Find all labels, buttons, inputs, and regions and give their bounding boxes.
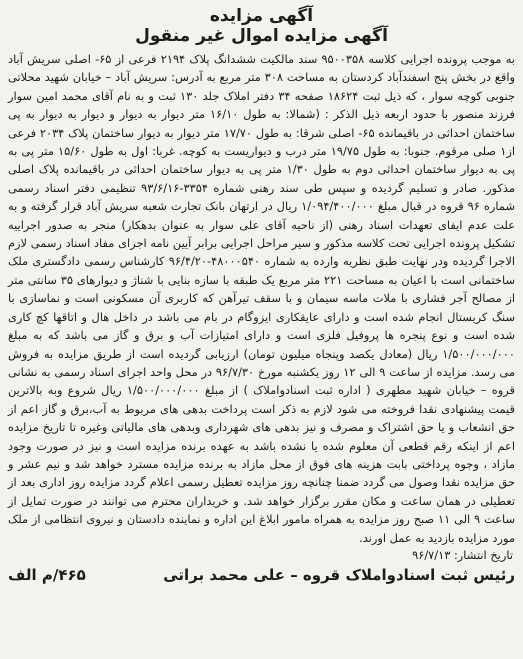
publication-date (8, 547, 515, 564)
signature: رئیس ثبت اسنادواملاک قروه – علی محمد براتی (163, 565, 515, 584)
notice-subtitle: آگهی مزایده اموال غیر منقول (135, 26, 388, 46)
publication-date-label: تاریخ انتشار: (453, 547, 513, 562)
reference-number: ۴۶۵/م الف (8, 565, 86, 584)
notice-footer (8, 564, 515, 586)
notice-body: به موجب پرونده اجرایی کلاسه ۹۵۰۰۳۵۸ سند مالکیت ششدانگ پلاک ۲۱۹۴ فرعی از ۶۵- اصلی سریش آباد واقع در بخش پنج اسفندآباد کردستان به مساحت ۳۰۸ متر مربع به آدرس: سریش آباد – خیابان شهید محلاتی جنوبی کوچه سوار ، که ذیل ثبت ۱۸۶۲۴ صفحه ۳۴ دفتر املاک جلد ۱۳۰ ثبت و به نام آقای محمد امین سوار فرزند منصور با حدود اربعه ذیل الذکر : (شمالا: به طول ۱۶/۱۰ متر دیوار به دیوار و دیوار به دیوار به پی ساختمان احداثی در باقیمانده ۶۵- اصلی شرقا: به طول ۱۷/۷۰ متر دیوار به دیوار ساختمان پلاک ۲۰۳۴ فرعی از۱ صلی مرقوم. جنوبا: به طول ۱۹/۷۵ متر درب و دیواریست به کوچه. غربا: اول به طول ۱۵/۶۰ متر پی به پی به دیوار ساختمان احداثی دوم به طول ۱/۳۰ متر پی به دیوار ساختمان احداثی در باقیمانده پلاک اصلی مذکور. صادر و تسلیم گردیده و سپس طی سند رهنی شماره ۳۳۵۴-۹۳/۶/۱۶ تنظیمی دفتر اسناد رسمی شماره ۹۶ قروه در قبال مبلغ ۱/۰۹۴/۴۰۰/۰۰۰ ریال در ارتهان بانک تجارت شعبه سریش آباد قرار گرفته و به علت عدم ایفای تعهدات اسناد رهنی (از ناحیه آقای علی سوار به عنوان بدهکار) منجر به صدور اجراییه تشکیل پرونده اجرایی تحت کلاسه مذکور و سیر مراحل اجرایی برابر آیین نامه اجرای مفاد اسناد رسمی لازم الاجرا گردیده ودر نهایت طبق نظریه وارده به شماره ۴۸۰۰۰۵۴۰-۹۶/۴/۲۰ کارشناس رسمی دادگستری ملک ساختمانی است با اعیان به مساحت ۲۲۱ متر مربع یک طبقه با سازه بنایی با شناژ و دیوارهای ۳۵ سانتی متر از مصالح آجر فشاری با ملات ماسه سیمان و با سقف تیرآهن که کاربری آن مسکونی است و نماسازی با سنگ کریستال انجام شده است و دارای عایقکاری ایزوگام در بام می باشد در داخل هال و اتاقها کچ کاری شده است و نوع پنجره ها پروفیل فلزی است و دارای امتیازات آب و برق و گاز می باشد که به مبلغ ۱/۵۰۰/۰۰۰/۰۰۰ ریال (معادل یکصد وپنجاه میلیون تومان) ارزیابی گردیده است از طریق مزایده به فروش می رسد. مزایده از ساعت ۹ الی ۱۲ روز یکشنبه مورخ ۹۶/۷/۳۰ در محل واحد اجرای اسناد رسمی به نشانی قروه – خیابان شهید مطهری ( اداره ثبت اسنادواملاک ) از مبلغ ۱/۵۰۰/۰۰۰/۰۰۰ ریال شروع وبه بالاترین قیمت پیشنهادی نقدا فروخته می شود لازم به ذکر است پرداخت بدهی های مربوط به آب،برق و گاز اعم از حق انشعاب و یا حق اشتراک و مصرف و نیز بدهی های شهرداری وبدهی های مالیاتی وغیره تا تاریخ مزایده اعم از اینکه رقم قطعی آن معلوم شده یا نشده باشد به عهده برنده مزایده است و نیز در صورت وجود مازاد ، وجوه پرداختی بابت هزینه های فوق از محل مازاد به برنده مزایده مسترد خواهد شد و نیم عشر و حق مزایده نقدا وصول می گردد ضمنا چنانچه روز مزایده تعطیل رسمی اعلام گردد مزایده روز اداری بعد از تعطیلی در همان ساعت و مکان مقرر برگزار خواهد شد. و خریداران محترم می توانند در صورت تمایل از ساعت ۹ الی ۱۱ صبح روز مزایده به همراه مامور ابلاغ این اداره و نماینده دادستان و نیروی انتظامی از ملک مورد مزایده بازدید به عمل اورند. (8, 52, 516, 545)
publication-date-value: ۹۶/۷/۱۳ (412, 547, 451, 562)
notice-title: آگهی مزایده (209, 6, 314, 26)
